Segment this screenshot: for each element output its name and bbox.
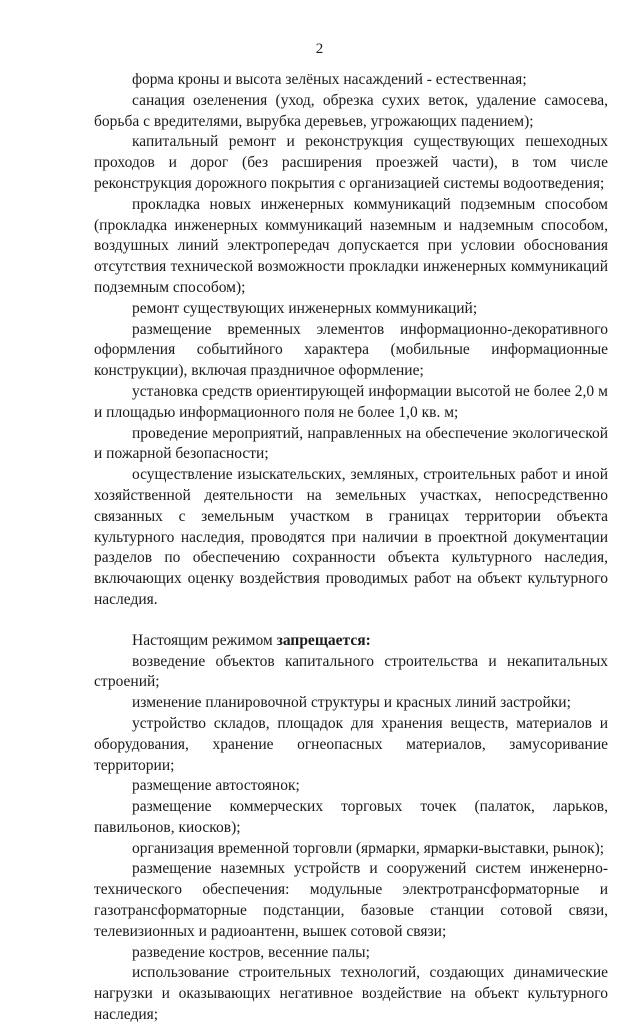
allowed-item: капитальный ремонт и реконструкция существующих пешеходных проходов и дорог (без расширения проезжей части), в том числе реконструкция дорожного покрытия с организацией системы водоотведения;: [94, 133, 608, 192]
prohibited-list: [94, 652, 608, 1026]
prohibited-item: использование строительных технологий, создающих динамические нагрузки и оказывающих негативное воздействие на объект культурного наследия;: [94, 964, 608, 1024]
section-gap: [94, 611, 608, 631]
prohibited-item: организация временной торговли (ярмарки, ярмарки-выставки, рынок);: [132, 839, 605, 857]
prohibited-heading-prefix: Настоящим режимом: [132, 631, 277, 649]
allowed-item: осуществление изыскательских, земляных, строительных работ и иной хозяйственной деятельности на земельных участках, непосредственно связанных с земельным участком в границах территории объекта культурного наследия, проводятся при наличии в проектной документации разделов по обеспечению сохранности объекта культурного наследия, включающих оценку воздействия проводимых работ на объект культурного наследия.: [94, 466, 608, 608]
prohibited-heading: [94, 631, 608, 652]
prohibited-item: разведение костров, весенние палы;: [132, 943, 370, 961]
allowed-item: санация озеленения (уход, обрезка сухих веток, удаление самосева, борьба с вредителями, вырубка деревьев, угрожающих падением);: [94, 91, 608, 130]
allowed-item: прокладка новых инженерных коммуникаций подземным способом (прокладка инженерных коммуникаций наземным и надземным способом, воздушных линий электропередач допускается при условии обоснования отсутствия технической возможности прокладки инженерных коммуникаций подземным способом);: [94, 195, 608, 296]
allowed-item: установка средств ориентирующей информации высотой не более 2,0 м и площадью информационного поля не более 1,0 кв. м;: [94, 382, 608, 421]
prohibited-item: возведение объектов капитального строительства и некапитальных строений;: [94, 652, 608, 691]
prohibited-item: размещение наземных устройств и сооружений систем инженерно-технического обеспечения: модульные электротрансформаторные и газотрансформаторные подстанции, базовые станции сотовой связи, телевизионных и радиоантенн, вышек сотовой связи;: [94, 860, 608, 940]
prohibited-item: размещение коммерческих торговых точек (палаток, ларьков, павильонов, киосков);: [94, 798, 608, 836]
prohibited-heading-emphasis: запрещается:: [276, 631, 371, 649]
prohibited-item: размещение автостоянок;: [132, 777, 300, 795]
allowed-list: [94, 70, 608, 611]
allowed-item: размещение временных элементов информационно-декоративного оформления событийного характера (мобильные информационные конструкции), включая праздничное оформление;: [94, 320, 608, 380]
allowed-item: форма кроны и высота зелёных насаждений - естественная;: [132, 71, 527, 88]
document-body: [94, 70, 608, 1026]
allowed-item: ремонт существующих инженерных коммуникаций;: [132, 299, 478, 317]
prohibited-item: изменение планировочной структуры и красных линий застройки;: [132, 694, 571, 712]
allowed-item: проведение мероприятий, направленных на обеспечение экологической и пожарной безопасности;: [94, 424, 608, 463]
page-number: 2: [315, 41, 324, 57]
prohibited-item: устройство складов, площадок для хранения веществ, материалов и оборудования, хранение огнеопасных материалов, замусоривание территории;: [94, 714, 608, 774]
